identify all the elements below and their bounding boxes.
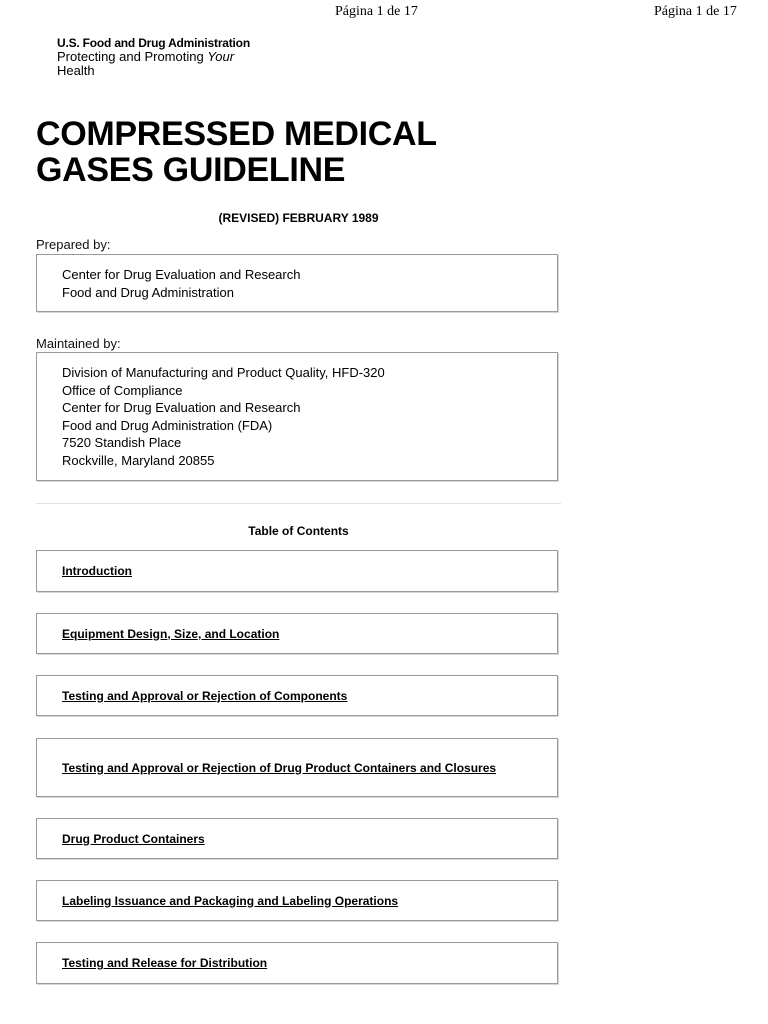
- prepared-by-box: [36, 254, 558, 312]
- toc-item: [36, 818, 558, 859]
- toc-link-introduction[interactable]: Introduction: [62, 564, 132, 578]
- toc-link-labeling-issuance[interactable]: Labeling Issuance and Packaging and Labeling Operations: [62, 893, 399, 908]
- maintained-by-line: 7520 Standish Place: [62, 435, 182, 450]
- toc-item: [36, 675, 558, 716]
- title-line-2: GASES GUIDELINE: [36, 151, 346, 189]
- toc-heading: Table of Contents: [248, 524, 349, 538]
- toc-item: [36, 880, 558, 921]
- toc-link-testing-components[interactable]: Testing and Approval or Rejection of Components: [62, 688, 348, 703]
- page-number-right: Página 1 de 17: [654, 4, 737, 19]
- organization-block: [57, 36, 250, 78]
- maintained-by-label: Maintained by:: [36, 336, 121, 351]
- maintained-by-line: Division of Manufacturing and Product Quality, HFD-320: [62, 365, 385, 380]
- tagline-emphasis: Your: [207, 49, 235, 64]
- tagline-prefix: Protecting and Promoting: [57, 49, 208, 64]
- toc-item: [36, 613, 558, 654]
- toc-link-equipment-design[interactable]: Equipment Design, Size, and Location: [62, 626, 280, 641]
- revision-date: (REVISED) FEBRUARY 1989: [218, 211, 379, 225]
- maintained-by-box: [36, 352, 558, 481]
- toc-item: [36, 550, 558, 592]
- section-divider: [36, 503, 561, 504]
- toc-link-testing-release[interactable]: Testing and Release for Distribution: [62, 956, 268, 970]
- toc-link-testing-containers-closures[interactable]: Testing and Approval or Rejection of Drug Product Containers and Closures: [62, 760, 497, 775]
- toc-item: [36, 738, 558, 797]
- prepared-by-label: Prepared by:: [36, 237, 111, 252]
- maintained-by-line: Food and Drug Administration (FDA): [62, 417, 273, 433]
- tagline-suffix: Health: [57, 63, 95, 78]
- title-line-1: COMPRESSED MEDICAL: [36, 115, 437, 153]
- organization-tagline: [57, 50, 250, 78]
- toc-item: [36, 942, 558, 984]
- prepared-by-line: Center for Drug Evaluation and Research: [62, 267, 301, 282]
- organization-name: U.S. Food and Drug Administration: [57, 36, 250, 50]
- document-title: [36, 116, 556, 188]
- maintained-by-line: Center for Drug Evaluation and Research: [62, 400, 301, 415]
- prepared-by-line: Food and Drug Administration: [62, 284, 234, 300]
- maintained-by-line: Office of Compliance: [62, 382, 183, 398]
- toc-link-drug-product-containers[interactable]: Drug Product Containers: [62, 831, 205, 846]
- maintained-by-line: Rockville, Maryland 20855: [62, 452, 215, 468]
- page-number-center: Página 1 de 17: [335, 4, 418, 19]
